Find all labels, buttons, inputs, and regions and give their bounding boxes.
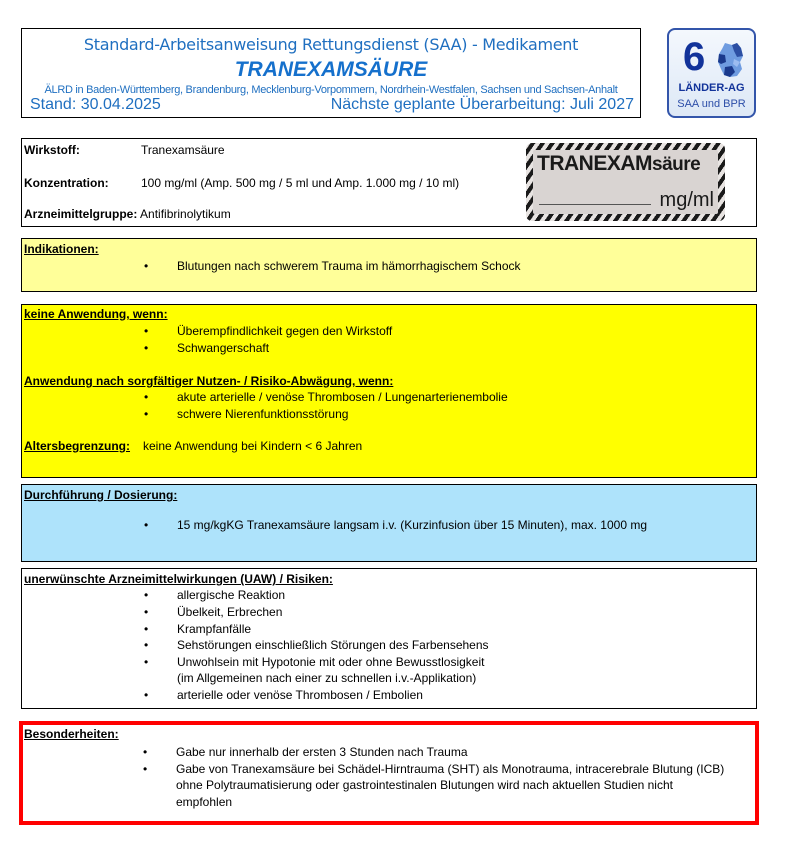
uaw-heading: unerwünschte Arzneimittelwirkungen (UAW) / Risiken: — [24, 572, 333, 586]
list-item: • Sehstörungen einschließlich Störungen des Farbensehens — [177, 638, 489, 652]
logo-line1: LÄNDER-AG — [678, 82, 745, 94]
germany-map-icon — [715, 42, 745, 78]
list-item-continuation: (im Allgemeinen nach einer zu schnellen i.v.-Applikation) — [177, 671, 477, 685]
logo-number: 6 — [683, 35, 706, 79]
besonderheiten-section — [19, 721, 759, 825]
list-item-continuation: ohne Polytraumatisierung oder gastrointestinalen Blutungen wird nach aktuellen Studien nicht — [176, 778, 673, 792]
kontraindikationen-section — [21, 304, 757, 478]
kontraindikationen-heading: keine Anwendung, wenn: — [24, 307, 168, 321]
syringe-label-name — [537, 152, 700, 176]
syringe-label-unit: mg/ml — [659, 189, 714, 211]
indikationen-heading: Indikationen: — [24, 242, 99, 256]
document-header — [21, 28, 641, 118]
list-item: • 15 mg/kgKG Tranexamsäure langsam i.v. (Kurzinfusion über 15 Minuten), max. 1000 mg — [177, 518, 647, 532]
laender-ag-logo — [667, 28, 756, 118]
list-item: • allergische Reaktion — [177, 588, 285, 602]
list-item: • Übelkeit, Erbrechen — [177, 605, 282, 619]
durchfuehrung-section — [21, 484, 757, 562]
drug-name-title: TRANEXAMSÄURE — [234, 58, 428, 81]
altersbegrenzung-value: keine Anwendung bei Kindern < 6 Jahren — [143, 439, 363, 453]
relative-kontraindikationen-heading: Anwendung nach sorgfältiger Nutzen- / Risiko-Abwägung, wenn: — [24, 374, 394, 388]
authors-line: ÄLRD in Baden-Württemberg, Brandenburg, Mecklenburg-Vorpommern, Nordrhein-Westfalen, Sachsen und Sachsen-Anhalt — [44, 84, 618, 96]
durchfuehrung-heading: Durchführung / Dosierung: — [24, 488, 178, 502]
altersbegrenzung-label: Altersbegrenzung: — [24, 439, 131, 453]
konzentration-row — [24, 176, 460, 190]
list-item: • akute arterielle / venöse Thrombosen / Lungenarterienembolie — [177, 390, 508, 404]
list-item: • Schwangerschaft — [177, 341, 269, 355]
konzentration-label: Konzentration: — [24, 176, 109, 190]
document-title: Standard-Arbeitsanweisung Rettungsdienst (SAA) - Medikament — [83, 35, 579, 54]
uaw-section — [21, 568, 757, 709]
syringe-label — [526, 143, 725, 221]
syringe-label-fill-line — [539, 204, 651, 205]
list-item: • Unwohlsein mit Hypotonie mit oder ohne Bewusstlosigkeit — [177, 655, 484, 669]
list-item: • Blutungen nach schwerem Trauma im hämorrhagischem Schock — [177, 259, 521, 273]
list-item: • schwere Nierenfunktionsstörung — [177, 407, 348, 421]
konzentration-value: 100 mg/ml (Amp. 500 mg / 5 ml und Amp. 1.000 mg / 10 ml) — [141, 176, 460, 190]
next-revision: Nächste geplante Überarbeitung: Juli 2027 — [330, 96, 634, 113]
syringe-label-caps: TRANEXAM — [537, 152, 652, 175]
indikationen-section — [21, 238, 757, 292]
list-item: • Gabe nur innerhalb der ersten 3 Stunden nach Trauma — [176, 745, 468, 759]
wirkstoff-label: Wirkstoff: — [24, 143, 80, 157]
list-item-continuation: empfohlen — [176, 795, 233, 809]
wirkstoff-value: Tranexamsäure — [141, 143, 225, 157]
list-item: • Überempfindlichkeit gegen den Wirkstoff — [177, 324, 392, 338]
list-item: • Gabe von Tranexamsäure bei Schädel-Hirntrauma (SHT) als Monotrauma, intracerebrale Blutung (ICB) — [176, 762, 724, 776]
gruppe-row — [24, 207, 231, 221]
syringe-label-small: säure — [652, 154, 701, 175]
list-item: • Krampfanfälle — [177, 622, 251, 636]
wirkstoff-row — [24, 143, 225, 157]
gruppe-value: Antifibrinolytikum — [140, 207, 231, 221]
gruppe-label: Arzneimittelgruppe: — [24, 207, 138, 221]
logo-line2: SAA und BPR — [677, 98, 746, 110]
stand-date: Stand: 30.04.2025 — [30, 96, 161, 113]
besonderheiten-heading: Besonderheiten: — [24, 727, 119, 741]
list-item: • arterielle oder venöse Thrombosen / Embolien — [177, 688, 423, 702]
